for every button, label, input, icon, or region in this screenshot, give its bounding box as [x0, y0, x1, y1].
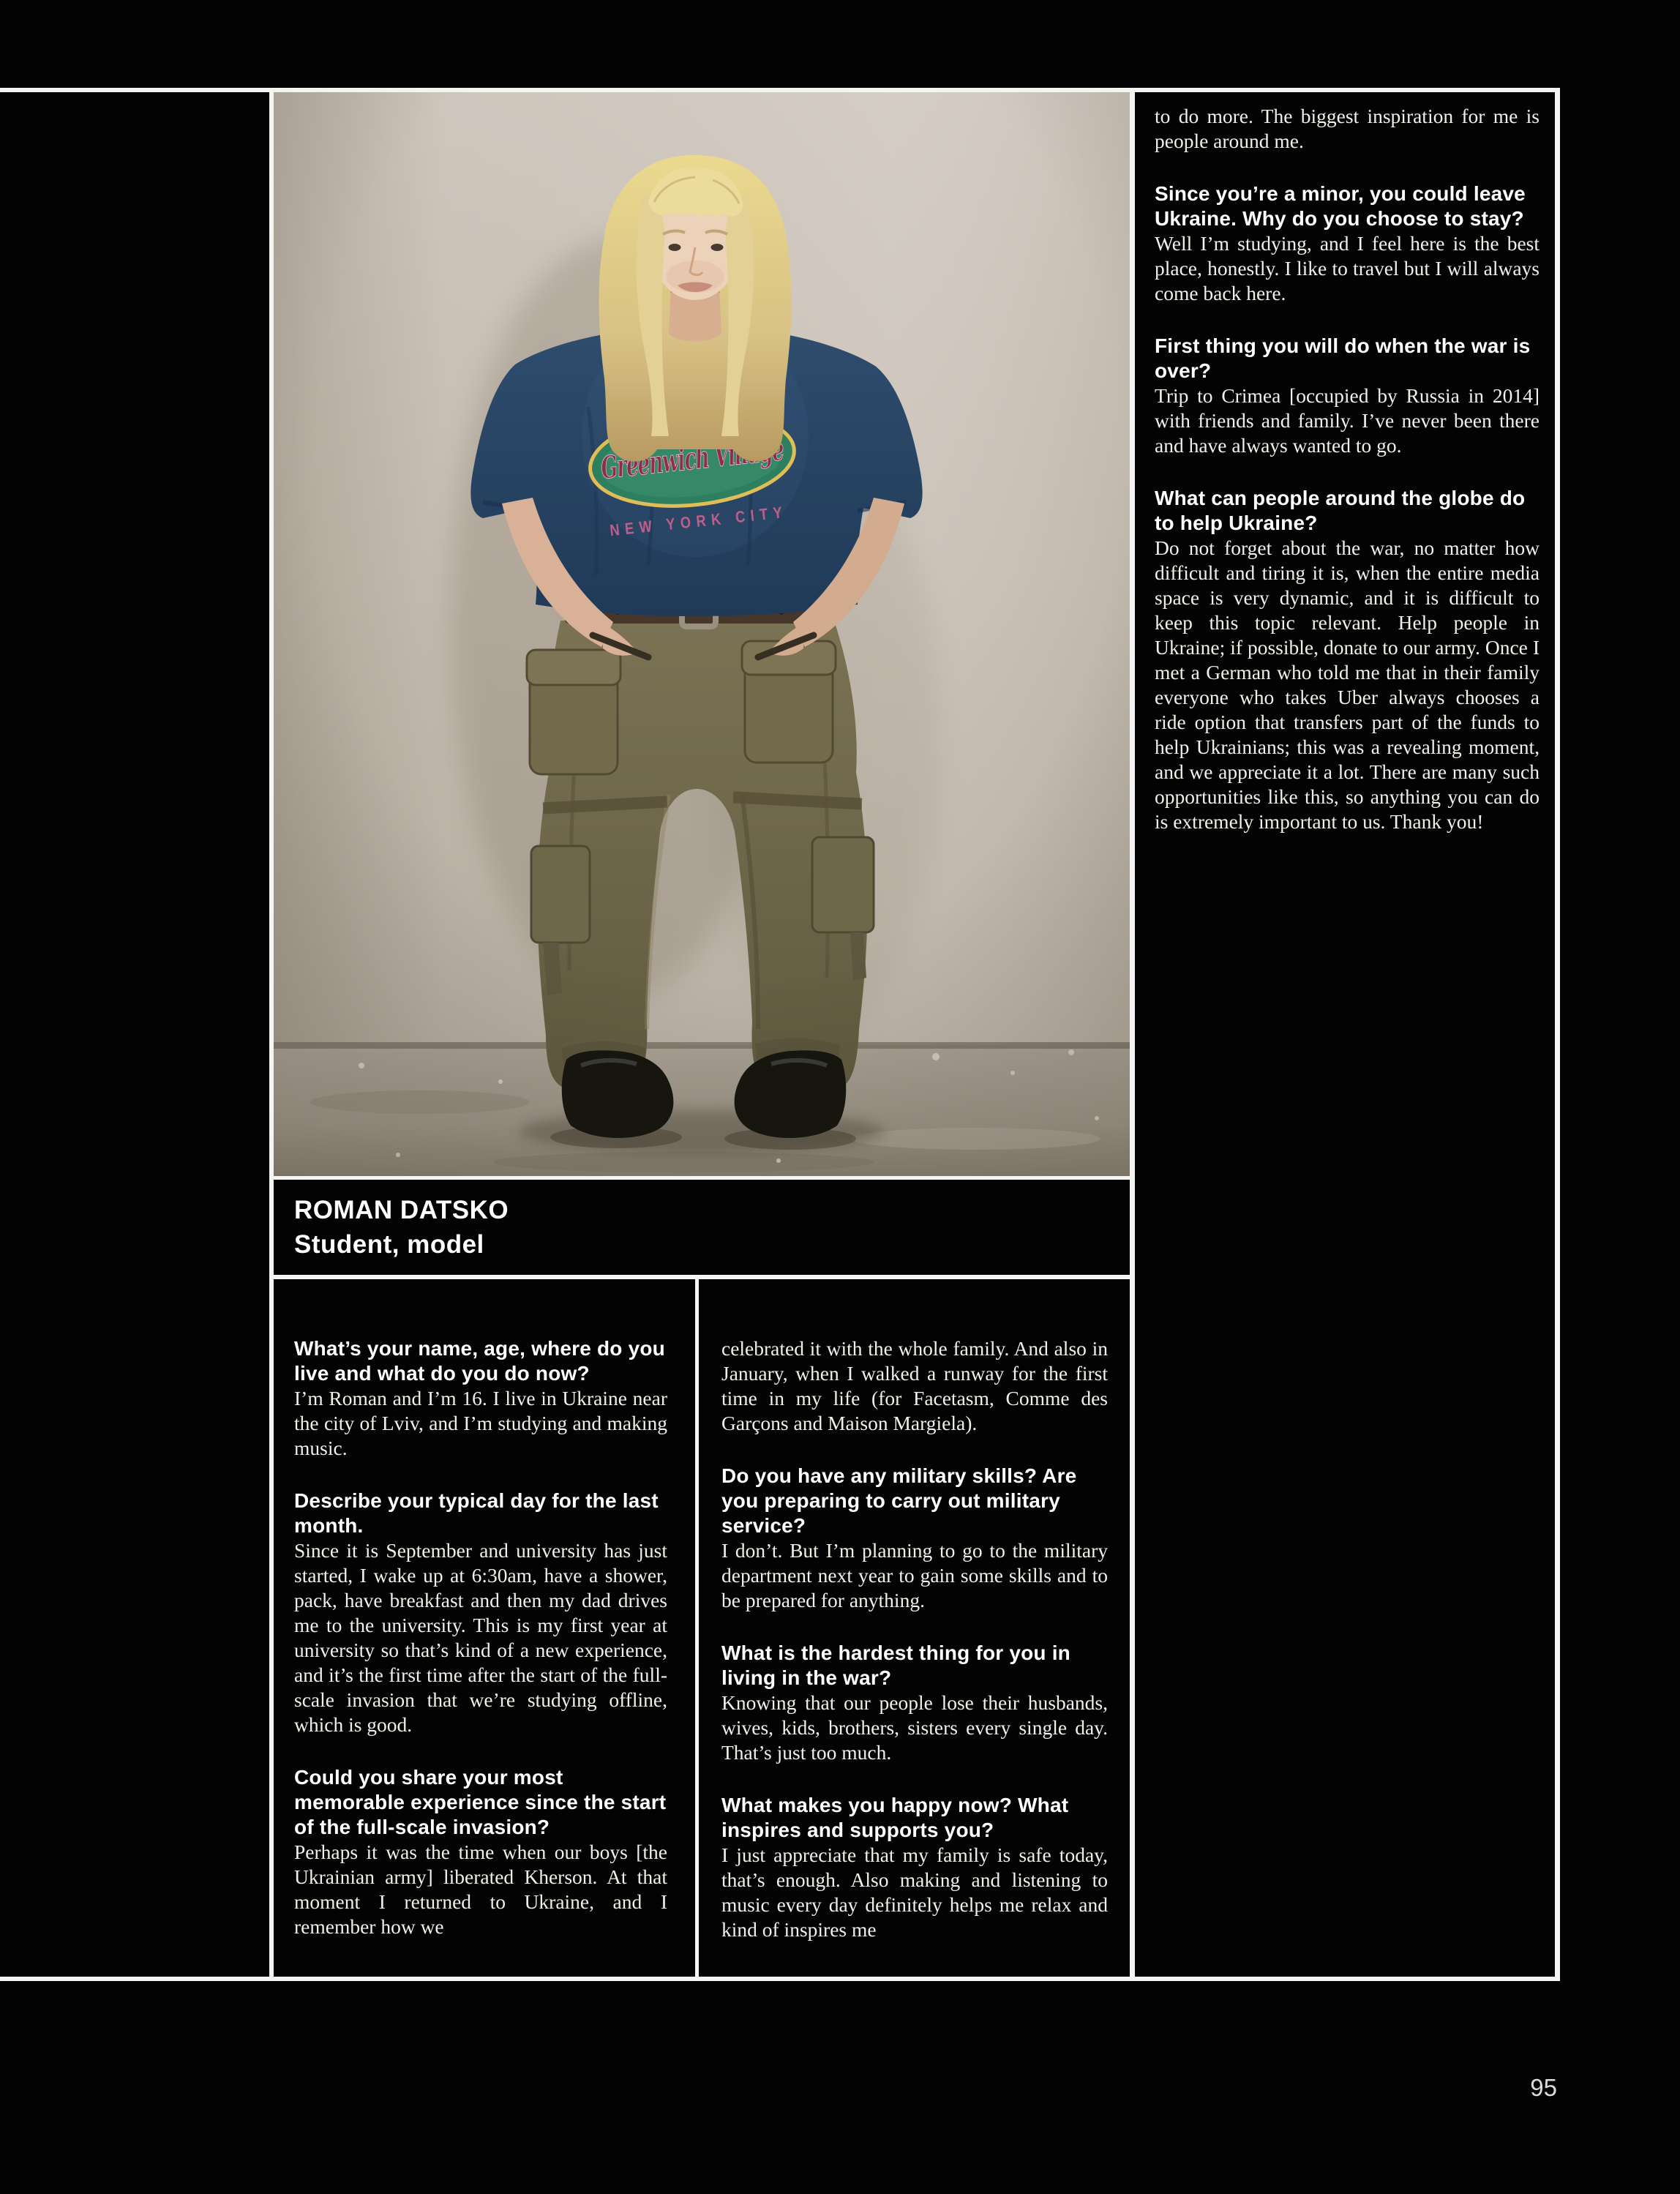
question: Since you’re a minor, you could leave Ukraine. Why do you choose to stay?	[1155, 182, 1526, 230]
rule-caption-top	[274, 1176, 1130, 1180]
qa-block	[1155, 334, 1540, 458]
answer: Well I’m studying, and I feel here is the best place, honestly. I like to travel but I will always come back here.	[1155, 232, 1540, 304]
rule-caption-bottom	[274, 1275, 1130, 1279]
answer-continuation: to do more. The biggest inspiration for me is people around me.	[1155, 105, 1540, 152]
qa-block	[294, 1489, 667, 1737]
qa-column-left	[294, 1336, 667, 1939]
answer-continuation: celebrated it with the whole family. And also in January, when I walked a runway for the first time in my life (for Facetasm, Comme des Garçons and Maison Margiela).	[721, 1337, 1108, 1434]
continuation-paragraph	[1155, 104, 1540, 154]
page-number: 95	[1530, 2074, 1557, 2101]
photo-vignette	[274, 92, 1130, 1176]
rule-right	[1555, 88, 1560, 1981]
answer: I don’t. But I’m planning to go to the military department next year to gain some skills and to be prepared for anything.	[721, 1539, 1108, 1611]
question: What makes you happy now? What inspires and supports you?	[721, 1794, 1069, 1841]
answer: I’m Roman and I’m 16. I live in Ukraine near the city of Lviv, and I’m studying and making music.	[294, 1387, 667, 1459]
question: First thing you will do when the war is over?	[1155, 334, 1531, 382]
qa-block	[721, 1641, 1108, 1765]
qa-column-right	[721, 1336, 1108, 1942]
portrait-photo-illustration	[274, 92, 1130, 1176]
qa-block	[294, 1336, 667, 1461]
question: What is the hardest thing for you in living in the war?	[721, 1641, 1070, 1689]
answer: Trip to Crimea [occupied by Russia in 2014] with friends and family. I’ve never been there and have always wanted to go.	[1155, 384, 1540, 457]
qa-block	[721, 1793, 1108, 1942]
continuation-paragraph	[721, 1336, 1108, 1436]
right-text-column	[1155, 104, 1540, 834]
portrait-photo	[274, 92, 1130, 1176]
question: Could you share your most memorable experience since the start of the full-scale invasion?	[294, 1766, 667, 1838]
qa-block	[721, 1464, 1108, 1613]
question: What’s your name, age, where do you live and what do you do now?	[294, 1337, 665, 1385]
rule-column-divider	[695, 1279, 699, 1977]
answer: Perhaps it was the time when our boys [the Ukrainian army] liberated Kherson. At that moment I returned to Ukraine, and I remember how we	[294, 1841, 667, 1938]
rule-bottom	[0, 1977, 1560, 1981]
answer: Knowing that our people lose their husbands, wives, kids, brothers, sisters every single day. That’s just too much.	[721, 1691, 1108, 1764]
question: Describe your typical day for the last month.	[294, 1489, 659, 1537]
caption-name: ROMAN DATSKO	[294, 1196, 509, 1224]
answer: Do not forget about the war, no matter how difficult and tiring it is, when the entire media space is very dynamic, and it is difficult to keep this topic relevant. Help people in Ukraine; if possible, donate to our army. Once I met a German who told me that in their family everyone who takes Uber always chooses a ride option that transfers part of the funds to help Ukrainians; this was a revealing moment, and we appreciate it a lot. There are many such opportunities like this, so anything you can do is extremely important to us. Thank you!	[1155, 536, 1540, 833]
answer: I just appreciate that my family is safe today, that’s enough. Also making and listening to music every day definitely helps me relax and kind of inspires me	[721, 1843, 1108, 1941]
qa-block	[294, 1765, 667, 1939]
photo-caption	[294, 1193, 1099, 1262]
answer: Since it is September and university has just started, I wake up at 6:30am, have a shower, pack, have breakfast and then my dad drives me to the university. This is my first year at university so that’s kind of a new experience, and it’s the first time after the start of the full-scale invasion that we’re studying offline, which is good.	[294, 1539, 667, 1736]
question: What can people around the globe do to help Ukraine?	[1155, 487, 1526, 534]
rule-middle	[1130, 88, 1135, 1981]
question: Do you have any military skills? Are you preparing to carry out military service?	[721, 1464, 1077, 1537]
qa-block	[1155, 181, 1540, 306]
caption-role: Student, model	[294, 1230, 484, 1259]
qa-block	[1155, 486, 1540, 834]
